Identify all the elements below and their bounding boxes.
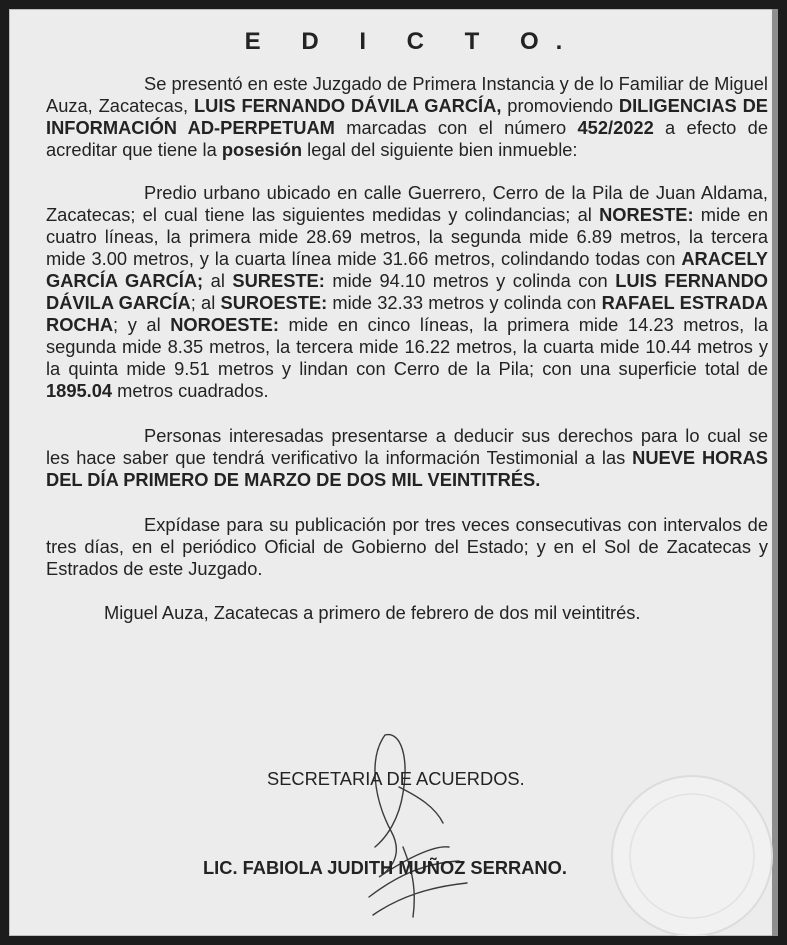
hearing-text: Personas interesadas presentarse a deducir sus derechos para lo cual se les hace saber que tendrá verificativo la información Testimonial a las (46, 425, 768, 468)
predio-text-8: mide en cinco líneas, la primera mide 14.23 metros, la segunda mide 8.35 metros, la tercera mide 16.22 metros, la cuarta mide 10.44 metros y la quinta mide 9.51 metros y lindan con Cerro de la Pila; con una superficie total de (46, 314, 768, 379)
suroeste-label: SUROESTE: (220, 292, 328, 313)
predio-text-5: ; al (190, 292, 221, 313)
issue-date: Miguel Auza, Zacatecas a primero de febrero de dos mil veintitrés. (104, 602, 641, 623)
sureste-label: SURESTE: (232, 270, 325, 291)
edict-body (46, 28, 768, 624)
case-number: 452/2022 (577, 117, 654, 138)
predio-text-4: mide 94.10 metros y colinda con (324, 270, 616, 291)
predio-text-1: Predio urbano ubicado en calle Guerrero, Cerro de la Pila de Juan Aldama, Zacatecas; el cual tiene las siguientes medidas y colindancias; al (46, 182, 768, 225)
predio-text-7: ; y al (113, 314, 171, 335)
predio-text-9: metros cuadrados. (112, 380, 269, 401)
hearing-paragraph (46, 425, 768, 491)
handwritten-signature (339, 727, 489, 927)
promovente-name: LUIS FERNANDO DÁVILA GARCÍA, (193, 95, 502, 116)
total-area: 1895.04 (46, 380, 113, 401)
colindante-aracely: ARACELY GARCÍA GARCÍA; (46, 248, 768, 291)
predio-text-3: al (203, 270, 233, 291)
noreste-label: NORESTE: (599, 204, 694, 225)
procedure-name: DILIGENCIAS DE INFORMACIÓN AD-PERPETUAM (46, 95, 768, 138)
intro-paragraph (46, 73, 768, 161)
intro-text-5: legal del siguiente bien inmueble: (302, 139, 578, 160)
intro-text-1: Se presentó en este Juzgado de Primera Instancia y de lo Familiar de Miguel Auza, Zacatecas, (46, 73, 768, 116)
publication-paragraph: Expídase para su publicación por tres veces consecutivas con intervalos de tres días, en el periódico Oficial de Gobierno del Estado; y en el Sol de Zacatecas y Estrados de este Juzgado. (46, 514, 768, 579)
official-seal (607, 771, 777, 936)
posesion-word: posesión (221, 139, 303, 160)
intro-text-3: marcadas con el número (334, 117, 578, 138)
intro-text-2: promoviendo (501, 95, 619, 116)
colindante-rafael: RAFAEL ESTRADA ROCHA (46, 292, 768, 335)
signer-name: LIC. FABIOLA JUDITH MUÑOZ SERRANO. (203, 857, 567, 878)
predio-text-6: mide 32.33 metros y colinda con (327, 292, 602, 313)
colindante-luis: LUIS FERNANDO DÁVILA GARCÍA (46, 270, 768, 313)
secretary-title: SECRETARIA DE ACUERDOS. (267, 768, 525, 789)
noroeste-label: NOROESTE: (170, 314, 279, 335)
predio-text-2: mide en cuatro líneas, la primera mide 28.69 metros, la segunda mide 6.89 metros, la tercera mide 3.00 metros, y la cuarta línea mide 31.66 metros, colindando todas con (46, 204, 768, 269)
document-page (9, 9, 778, 936)
intro-text-4: a efecto de acreditar que tiene la (46, 117, 768, 160)
document-title: E D I C T O. (244, 28, 580, 55)
hearing-datetime: NUEVE HORAS DEL DÍA PRIMERO DE MARZO DE DOS MIL VEINTITRÉS. (46, 447, 768, 490)
property-paragraph (46, 182, 768, 402)
